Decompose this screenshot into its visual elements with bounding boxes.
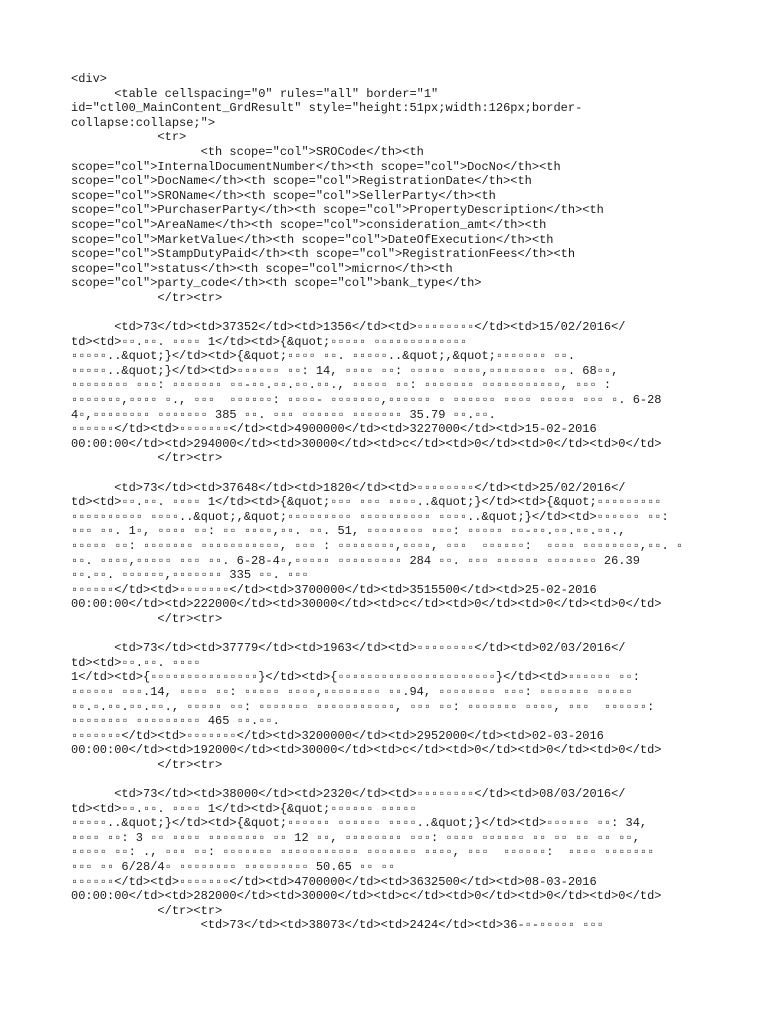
document-line: <td>73</td><td>38000</td><td>2320</td><td>▫▫▫▫▫▫▫▫</td><td>08/03/2016</ xyxy=(71,787,626,802)
document-line: ▫▫▫ ▫▫ 6/28/4▫ ▫▫▫▫▫▫▫▫ ▫▫▫▫▫▫▫▫▫ 50.65 ▫▫ ▫▫ xyxy=(71,860,396,875)
document-line: 00:00:00</td><td>222000</td><td>30000</td><td>c</td><td>0</td><td>0</td><td>0</td> xyxy=(71,597,662,612)
document-line: collapse:collapse;"> xyxy=(71,115,216,130)
document-line: </tr><tr> xyxy=(71,290,223,305)
document-line: ▫▫▫▫▫..&quot;}</td><td>▫▫▫▫▫▫ ▫▫: 14, ▫▫▫▫ ▫▫: ▫▫▫▫▫ ▫▫▫▫,▫▫▫▫▫▫▫▫ ▫▫. 68▫▫, xyxy=(71,363,619,378)
document-line: ▫▫.▫.▫▫.▫▫.▫▫., ▫▫▫▫▫ ▫▫: ▫▫▫▫▫▫▫ ▫▫▫▫▫▫▫▫▫▫▫, ▫▫▫ ▫▫: ▫▫▫▫▫▫▫ ▫▫▫▫, ▫▫▫ ▫▫▫▫▫▫: xyxy=(71,699,655,714)
document-line: ▫▫▫▫▫▫</td><td>▫▫▫▫▫▫▫</td><td>3700000</td><td>3515500</td><td>25-02-2016 xyxy=(71,582,597,597)
document-line: 1</td><td>{▫▫▫▫▫▫▫▫▫▫▫▫▫▫▫}</td><td>{▫▫▫▫▫▫▫▫▫▫▫▫▫▫▫▫▫▫▫▫▫▫}</td><td>▫▫▫▫▫▫ ▫▫: xyxy=(71,670,640,685)
document-line: td><td>▫▫.▫▫. ▫▫▫▫ xyxy=(71,655,201,670)
document-line: </tr><tr> xyxy=(71,451,223,466)
document-line: ▫▫▫▫▫..&quot;}</td><td>{&quot;▫▫▫▫▫▫ ▫▫▫▫▫▫ ▫▫▫▫..&quot;}</td><td>▫▫▫▫▫▫ ▫▫: 34, xyxy=(71,816,648,831)
document-line: scope="col">MarketValue</th><th scope="col">DateOfExecution</th><th xyxy=(71,232,554,247)
document-line: scope="col">SROName</th><th scope="col">SellerParty</th><th xyxy=(71,188,496,203)
document-line: <th scope="col">SROCode</th><th xyxy=(71,144,424,159)
document-line xyxy=(71,627,711,642)
document-line: 00:00:00</td><td>192000</td><td>30000</td><td>c</td><td>0</td><td>0</td><td>0</td> xyxy=(71,743,662,758)
document-line: td><td>▫▫.▫▫. ▫▫▫▫ 1</td><td>{&quot;▫▫▫ ▫▫▫ ▫▫▫▫..&quot;}</td><td>{&quot;▫▫▫▫▫▫▫▫▫ xyxy=(71,495,662,510)
document-line: ▫▫▫▫▫▫▫</td><td>▫▫▫▫▫▫▫</td><td>3200000</td><td>2952000</td><td>02-03-2016 xyxy=(71,728,604,743)
document-line: <td>73</td><td>37352</td><td>1356</td><td>▫▫▫▫▫▫▫▫</td><td>15/02/2016</ xyxy=(71,320,626,335)
document-body xyxy=(71,72,711,933)
document-line: scope="col">StampDutyPaid</th><th scope="col">RegistrationFees</th><th xyxy=(71,247,576,262)
document-line: scope="col">status</th><th scope="col">micrno</th><th xyxy=(71,261,453,276)
document-line: ▫▫▫▫▫▫</td><td>▫▫▫▫▫▫▫</td><td>4700000</td><td>3632500</td><td>08-03-2016 xyxy=(71,874,597,889)
document-line: ▫▫▫▫▫ ▫▫: ., ▫▫▫ ▫▫: ▫▫▫▫▫▫▫ ▫▫▫▫▫▫▫▫▫▫▫ ▫▫▫▫▫▫▫ ▫▫▫▫, ▫▫▫ ▫▫▫▫▫▫: ▫▫▫▫ ▫▫▫▫▫▫▫ xyxy=(71,845,655,860)
document-line: 4▫,▫▫▫▫▫▫▫▫ ▫▫▫▫▫▫▫ 385 ▫▫. ▫▫▫ ▫▫▫▫▫▫ ▫▫▫▫▫▫▫ 35.79 ▫▫.▫▫. xyxy=(71,407,496,422)
document-line: id="ctl00_MainContent_GrdResult" style="height:51px;width:126px;border- xyxy=(71,101,583,116)
document-line: scope="col">party_code</th><th scope="col">bank_type</th> xyxy=(71,276,482,291)
document-line: <table cellspacing="0" rules="all" border="1" xyxy=(71,86,439,101)
document-line: ▫▫▫▫▫▫</td><td>▫▫▫▫▫▫▫</td><td>4900000</td><td>3227000</td><td>15-02-2016 xyxy=(71,422,597,437)
document-line: ▫▫. ▫▫▫▫,▫▫▫▫▫ ▫▫▫ ▫▫. 6-28-4▫,▫▫▫▫▫ ▫▫▫▫▫▫▫▫▫ 284 ▫▫. ▫▫▫ ▫▫▫▫▫▫ ▫▫▫▫▫▫▫ 26.39 xyxy=(71,553,640,568)
document-line: ▫▫▫ ▫▫. 1▫, ▫▫▫▫ ▫▫: ▫▫ ▫▫▫▫,▫▫. ▫▫. 51, ▫▫▫▫▫▫▫▫ ▫▫▫: ▫▫▫▫▫ ▫▫-▫▫.▫▫.▫▫.▫▫., xyxy=(71,524,626,539)
document-line xyxy=(71,466,711,481)
document-line: <td>73</td><td>38073</td><td>2424</td><td>36-▫-▫▫▫▫▫ ▫▫▫ xyxy=(71,918,604,933)
document-line: ▫▫▫▫▫▫▫▫ ▫▫▫▫▫▫▫▫▫ 465 ▫▫.▫▫. xyxy=(71,714,280,729)
document-line: 00:00:00</td><td>294000</td><td>30000</td><td>c</td><td>0</td><td>0</td><td>0</td> xyxy=(71,436,662,451)
document-line: ▫▫▫▫▫ ▫▫: ▫▫▫▫▫▫▫ ▫▫▫▫▫▫▫▫▫▫▫, ▫▫▫ : ▫▫▫▫▫▫▫▫,▫▫▫▫, ▫▫▫ ▫▫▫▫▫▫: ▫▫▫▫ ▫▫▫▫▫▫▫▫,▫▫. ▫ xyxy=(71,539,684,553)
document-line: <tr> xyxy=(71,130,187,145)
document-line: </tr><tr> xyxy=(71,903,223,918)
document-line: <div> xyxy=(71,72,108,86)
document-line: ▫▫▫▫ ▫▫: 3 ▫▫ ▫▫▫▫ ▫▫▫▫▫▫▫▫ ▫▫ 12 ▫▫, ▫▫▫▫▫▫▫▫ ▫▫▫: ▫▫▫▫ ▫▫▫▫▫▫ ▫▫ ▫▫ ▫▫ ▫▫ ▫▫, xyxy=(71,830,640,845)
document-line: ▫▫▫▫▫▫▫▫ ▫▫▫: ▫▫▫▫▫▫▫ ▫▫-▫▫.▫▫.▫▫.▫▫., ▫▫▫▫▫ ▫▫: ▫▫▫▫▫▫▫ ▫▫▫▫▫▫▫▫▫▫▫, ▫▫▫ : xyxy=(71,378,612,393)
document-line: </tr><tr> xyxy=(71,757,223,772)
document-line: </tr><tr> xyxy=(71,611,223,626)
document-line: ▫▫▫▫▫..&quot;}</td><td>{&quot;▫▫▫▫ ▫▫. ▫▫▫▫▫..&quot;,&quot;▫▫▫▫▫▫▫ ▫▫. xyxy=(71,349,576,364)
document-line: 00:00:00</td><td>282000</td><td>30000</td><td>c</td><td>0</td><td>0</td><td>0</td> xyxy=(71,889,662,904)
document-line: ▫▫▫▫▫▫▫,▫▫▫▫ ▫., ▫▫▫ ▫▫▫▫▫▫: ▫▫▫▫- ▫▫▫▫▫▫▫,▫▫▫▫▫▫ ▫ ▫▫▫▫▫▫ ▫▫▫▫ ▫▫▫▫▫ ▫▫▫ ▫. 6-28 xyxy=(71,393,662,408)
document-line xyxy=(71,773,711,788)
document-line: scope="col">DocName</th><th scope="col">RegistrationDate</th><th xyxy=(71,174,532,189)
document-line: ▫▫▫▫▫▫▫▫▫▫ ▫▫▫▫..&quot;,&quot;▫▫▫▫▫▫▫▫▫ ▫▫▫▫▫▫▫▫▫▫ ▫▫▫▫..&quot;}</td><td>▫▫▫▫▫▫ ▫▫: xyxy=(71,509,669,524)
document-line xyxy=(71,306,711,321)
document-line: <td>73</td><td>37648</td><td>1820</td><td>▫▫▫▫▫▫▫▫</td><td>25/02/2016</ xyxy=(71,480,626,495)
document-line: ▫▫.▫▫. ▫▫▫▫▫▫,▫▫▫▫▫▫▫ 335 ▫▫. ▫▫▫ xyxy=(71,568,309,583)
document-line: scope="col">AreaName</th><th scope="col">consideration_amt</th><th xyxy=(71,217,547,232)
document-line: td><td>▫▫.▫▫. ▫▫▫▫ 1</td><td>{&quot;▫▫▫▫▫ ▫▫▫▫▫▫▫▫▫▫▫▫▫ xyxy=(71,334,468,349)
document-line: td><td>▫▫.▫▫. ▫▫▫▫ 1</td><td>{&quot;▫▫▫▫▫▫ ▫▫▫▫▫ xyxy=(71,801,417,816)
document-line: ▫▫▫▫▫▫ ▫▫▫.14, ▫▫▫▫ ▫▫: ▫▫▫▫▫ ▫▫▫▫,▫▫▫▫▫▫▫▫ ▫▫.94, ▫▫▫▫▫▫▫▫ ▫▫▫: ▫▫▫▫▫▫▫ ▫▫▫▫▫ xyxy=(71,684,633,699)
document-line: scope="col">InternalDocumentNumber</th><th scope="col">DocNo</th><th xyxy=(71,159,561,174)
document-line: scope="col">PurchaserParty</th><th scope="col">PropertyDescription</th><th xyxy=(71,203,604,218)
document-line: <td>73</td><td>37779</td><td>1963</td><td>▫▫▫▫▫▫▫▫</td><td>02/03/2016</ xyxy=(71,641,626,656)
